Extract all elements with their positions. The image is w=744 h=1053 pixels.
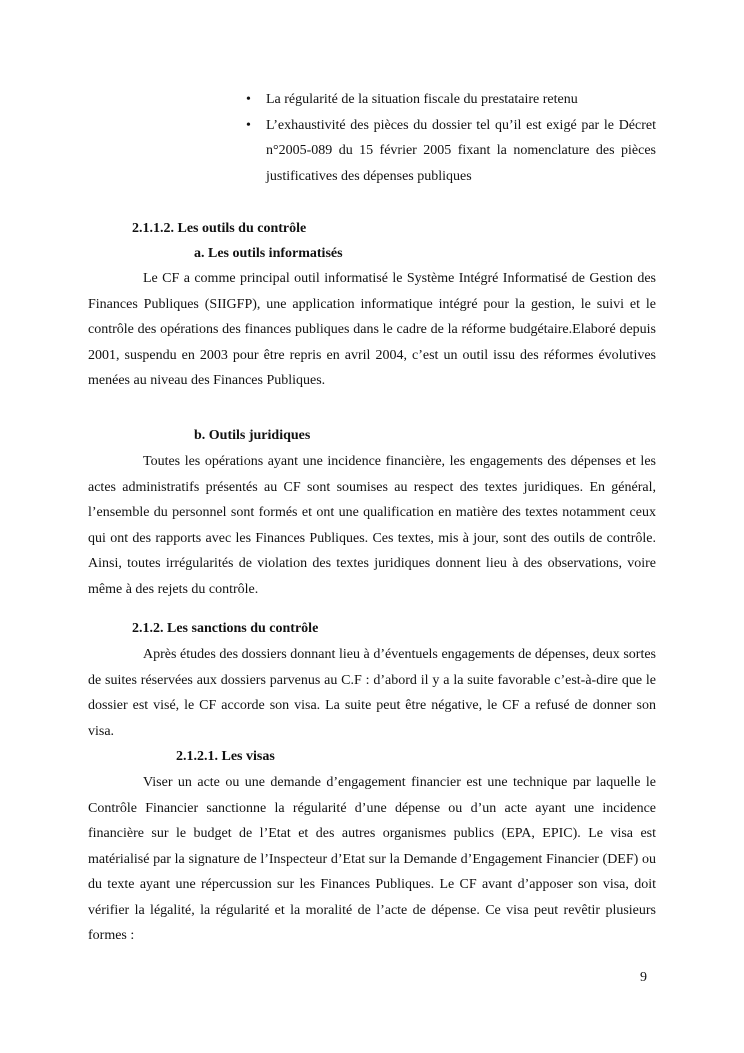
bullet-list [246, 87, 656, 189]
bullet-text: La régularité de la situation fiscale du prestataire retenu [266, 92, 578, 107]
bullet-icon: • [246, 92, 251, 107]
section-heading-2-1-1-2: 2.1.1.2. Les outils du contrôle [132, 221, 307, 236]
paragraph-outils-informatises: Le CF a comme principal outil informatisé le Système Intégré Informatisé de Gestion des Finances Publiques (SIIGFP), une application informatique intégré pour la gestion, le suivi et le contrôle des opérations des finances publiques dans le cadre de la réforme budgétaire.Elaboré depuis 2001, suspendu en 2003 pour être repris en avril 2004, c’est un outil issu des réformes évolutives menées au niveau des Finances Publiques. [88, 271, 656, 388]
subheading-outils-juridiques: b. Outils juridiques [194, 428, 311, 443]
section-heading-2-1-2-1: 2.1.2.1. Les visas [176, 749, 275, 764]
paragraph-outils-juridiques: Toutes les opérations ayant une incidence financière, les engagements des dépenses et les actes administratifs présentés au CF sont soumises au respect des textes juridiques. En général, l’ensemble du personnel sont formés et ont une qualification en matière des textes notamment ceux qui ont des rapports avec les Finances Publiques. Ces textes, mis à jour, sont des outils de contrôle. Ainsi, toutes irrégularités de violation des textes juridiques donnent lieu à des observations, voire même à des rejets du contrôle. [88, 454, 656, 597]
page-number: 9 [640, 970, 647, 985]
bullet-icon: • [246, 117, 251, 133]
section-heading-2-1-2: 2.1.2. Les sanctions du contrôle [132, 621, 319, 636]
subheading-outils-informatises: a. Les outils informatisés [194, 246, 343, 261]
list-item [246, 87, 656, 113]
paragraph-sanctions: Après études des dossiers donnant lieu à d’éventuels engagements de dépenses, deux sortes de suites réservées aux dossiers parvenus au C.F : d’abord il y a la suite favorable c’est-à-dire que le dossier est visé, le CF accorde son visa. La suite peut être négative, le CF a refusé de donner son visa. [88, 647, 656, 739]
list-item [246, 113, 656, 190]
paragraph-visas: Viser un acte ou une demande d’engagement financier est une technique par laquelle le Contrôle Financier sanctionne la régularité d’une dépense ou d’un acte ayant une incidence financière sur le budget de l’Etat et des autres organismes publics (EPA, EPIC). Le visa est matérialisé par la signature de l’Inspecteur d’Etat sur la Demande d’Engagement Financier (DEF) ou du texte ayant une répercussion sur les Finances Publiques. Le CF avant d’apposer son visa, doit vérifier la légalité, la régularité et la moralité de l’acte de dépense. Ce visa peut revêtir plusieurs formes : [88, 775, 656, 943]
bullet-text: L’exhaustivité des pièces du dossier tel qu’il est exigé par le Décret n°2005-089 du 15 février 2005 fixant la nomenclature des pièces justificatives des dépenses publiques [266, 117, 656, 184]
